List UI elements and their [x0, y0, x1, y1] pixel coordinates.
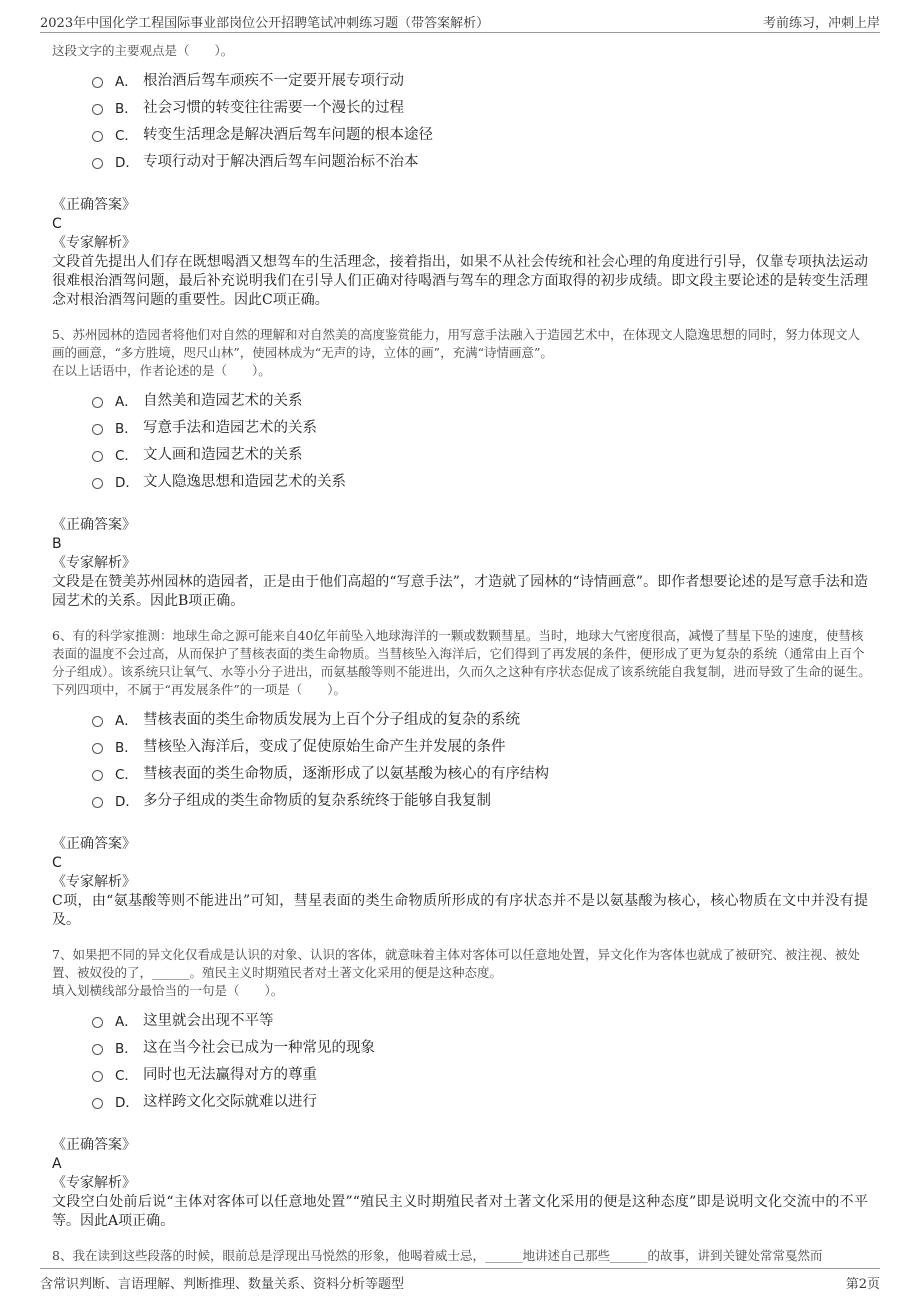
header-slogan: 考前练习，冲刺上岸: [762, 16, 880, 31]
radio-icon[interactable]: [92, 77, 103, 88]
analysis-text: C项，由“氨基酸等则不能进出”可知，彗星表面的类生命物质所形成的有序状态并不是以氨基酸为核心，核心物质在文中并没有提及。: [52, 893, 868, 928]
radio-icon[interactable]: [92, 1098, 103, 1109]
radio-icon[interactable]: [92, 797, 103, 808]
question-prompt: 填入划横线部分最恰当的一句是（ ）。: [52, 983, 284, 998]
option-d[interactable]: D． 这样跨文化交际就难以进行: [92, 1087, 872, 1114]
question-5: [52, 326, 872, 611]
question-prompt: 这段文字的主要观点是（ ）。: [52, 43, 234, 58]
analysis-label: 《专家解析》: [52, 874, 136, 890]
radio-icon[interactable]: [92, 1071, 103, 1082]
analysis-text: 文段空白处前后说“主体对客体可以任意地处置”“殖民主义时期殖民者对土著文化采用的便是这种态度”即是说明文化交流中的不平等。因此A项正确。: [52, 1194, 868, 1229]
page-footer: [40, 1268, 880, 1291]
answer-letter: B: [52, 536, 62, 552]
answer-letter: C: [52, 855, 62, 871]
answer-letter: A: [52, 1156, 62, 1172]
answer-label: 《正确答案》: [52, 836, 136, 852]
radio-icon[interactable]: [92, 104, 103, 115]
option-c[interactable]: C． 文人画和造园艺术的关系: [92, 440, 872, 467]
analysis-label: 《专家解析》: [52, 1175, 136, 1191]
radio-icon[interactable]: [92, 397, 103, 408]
analysis-label: 《专家解析》: [52, 235, 136, 251]
question-prompt: 下列四项中，不属于“再发展条件”的一项是（ ）。: [52, 682, 347, 697]
radio-icon[interactable]: [92, 158, 103, 169]
option-d[interactable]: D． 文人隐逸思想和造园艺术的关系: [92, 467, 872, 494]
answer-block: [52, 196, 872, 310]
answer-block: [52, 835, 872, 930]
option-c[interactable]: C． 同时也无法赢得对方的尊重: [92, 1060, 872, 1087]
option-a[interactable]: A． 这里就会出现不平等: [92, 1006, 872, 1033]
option-a[interactable]: A． 自然美和造园艺术的关系: [92, 386, 872, 413]
option-list: [92, 705, 872, 813]
answer-label: 《正确答案》: [52, 1137, 136, 1153]
option-list: [92, 386, 872, 494]
analysis-label: 《专家解析》: [52, 555, 136, 571]
option-b[interactable]: B． 这在当今社会已成为一种常见的现象: [92, 1033, 872, 1060]
footer-categories: 含常识判断、言语理解、判断推理、数量关系、资料分析等题型: [40, 1277, 405, 1292]
radio-icon[interactable]: [92, 478, 103, 489]
option-list: [92, 1006, 872, 1114]
option-list: [92, 66, 872, 174]
radio-icon[interactable]: [92, 743, 103, 754]
answer-label: 《正确答案》: [52, 517, 136, 533]
answer-block: [52, 1136, 872, 1231]
question-4: [52, 42, 872, 310]
option-d[interactable]: D． 专项行动对于解决酒后驾车问题治标不治本: [92, 147, 872, 174]
question-stem: 7、如果把不同的异文化仅看成是认识的对象、认识的客体，就意味着主体对客体可以任意地处置，异文化作为客体也就成了被研究、被注视、被处置、被奴役的了，______。殖民主义时期殖民者对土著文化采用的便是这种态度。: [52, 947, 860, 980]
analysis-text: 文段是在赞美苏州园林的造园者，正是由于他们高超的“写意手法”，才造就了园林的“诗情画意”。即作者想要论述的是写意手法和造园艺术的关系。因此B项正确。: [52, 574, 868, 609]
answer-letter: C: [52, 216, 62, 232]
radio-icon[interactable]: [92, 1017, 103, 1028]
radio-icon[interactable]: [92, 770, 103, 781]
answer-label: 《正确答案》: [52, 197, 136, 213]
option-b[interactable]: B． 社会习惯的转变往往需要一个漫长的过程: [92, 93, 872, 120]
radio-icon[interactable]: [92, 424, 103, 435]
option-b[interactable]: B． 彗核坠入海洋后，变成了促使原始生命产生并发展的条件: [92, 732, 872, 759]
option-d[interactable]: D． 多分子组成的类生命物质的复杂系统终于能够自我复制: [92, 786, 872, 813]
radio-icon[interactable]: [92, 1044, 103, 1055]
option-a[interactable]: A． 根治酒后驾车顽疾不一定要开展专项行动: [92, 66, 872, 93]
question-prompt: 在以上话语中，作者论述的是（ ）。: [52, 363, 271, 378]
page-number: 第2页: [845, 1277, 880, 1292]
radio-icon[interactable]: [92, 716, 103, 727]
document-title: 2023年中国化学工程国际事业部岗位公开招聘笔试冲刺练习题（带答案解析）: [40, 16, 490, 31]
option-a[interactable]: A． 彗核表面的类生命物质发展为上百个分子组成的复杂的系统: [92, 705, 872, 732]
question-6: [52, 627, 872, 930]
question-7: [52, 946, 872, 1231]
radio-icon[interactable]: [92, 131, 103, 142]
option-c[interactable]: C． 转变生活理念是解决酒后驾车问题的根本途径: [92, 120, 872, 147]
question-stem: 8、我在读到这些段落的时候，眼前总是浮现出马悦然的形象，他喝着威士忌，______地讲述自己那些______的故事，讲到关键处常常戛然而: [52, 1248, 823, 1263]
question-stem: 6、有的科学家推测：地球生命之源可能来自40亿年前坠入地球海洋的一颗或数颗彗星。当时，地球大气密度很高，减慢了彗星下坠的速度，使彗核表面的温度不会过高，从而保护了彗核表面的类生命物质。当彗核坠入海洋后，它们得到了再发展的条件，便形成了更为复杂的系统（通常由上百个分子组成）。该系统只让氧气、水等小分子进出，而氨基酸等则不能进出，久而久之这种有序状态促成了该系统能自我复制，进而导致了生命的诞生。: [52, 628, 871, 679]
option-b[interactable]: B． 写意手法和造园艺术的关系: [92, 413, 872, 440]
radio-icon[interactable]: [92, 451, 103, 462]
page-header: [40, 10, 880, 33]
option-c[interactable]: C． 彗核表面的类生命物质，逐渐形成了以氨基酸为核心的有序结构: [92, 759, 872, 786]
answer-block: [52, 516, 872, 611]
page-content: [52, 42, 872, 1265]
question-stem: 5、苏州园林的造园者将他们对自然的理解和对自然美的高度鉴赏能力，用写意手法融入于造园艺术中，在体现文人隐逸思想的同时，努力体现文人画的画意，“多方胜境，咫尺山林”，使园林成为“无声的诗，立体的画”，充满“诗情画意”。: [52, 327, 860, 360]
analysis-text: 文段首先提出人们存在既想喝酒又想驾车的生活理念，接着指出，如果不从社会传统和社会心理的角度进行引导，仅靠专项执法运动很难根治酒驾问题，最后补充说明我们在引导人们正确对待喝酒与驾车的理念方面取得的初步成绩。即文段主要论述的是转变生活理念对根治酒驾问题的重要性。因此C项正确。: [52, 254, 868, 308]
question-8: [52, 1247, 872, 1265]
